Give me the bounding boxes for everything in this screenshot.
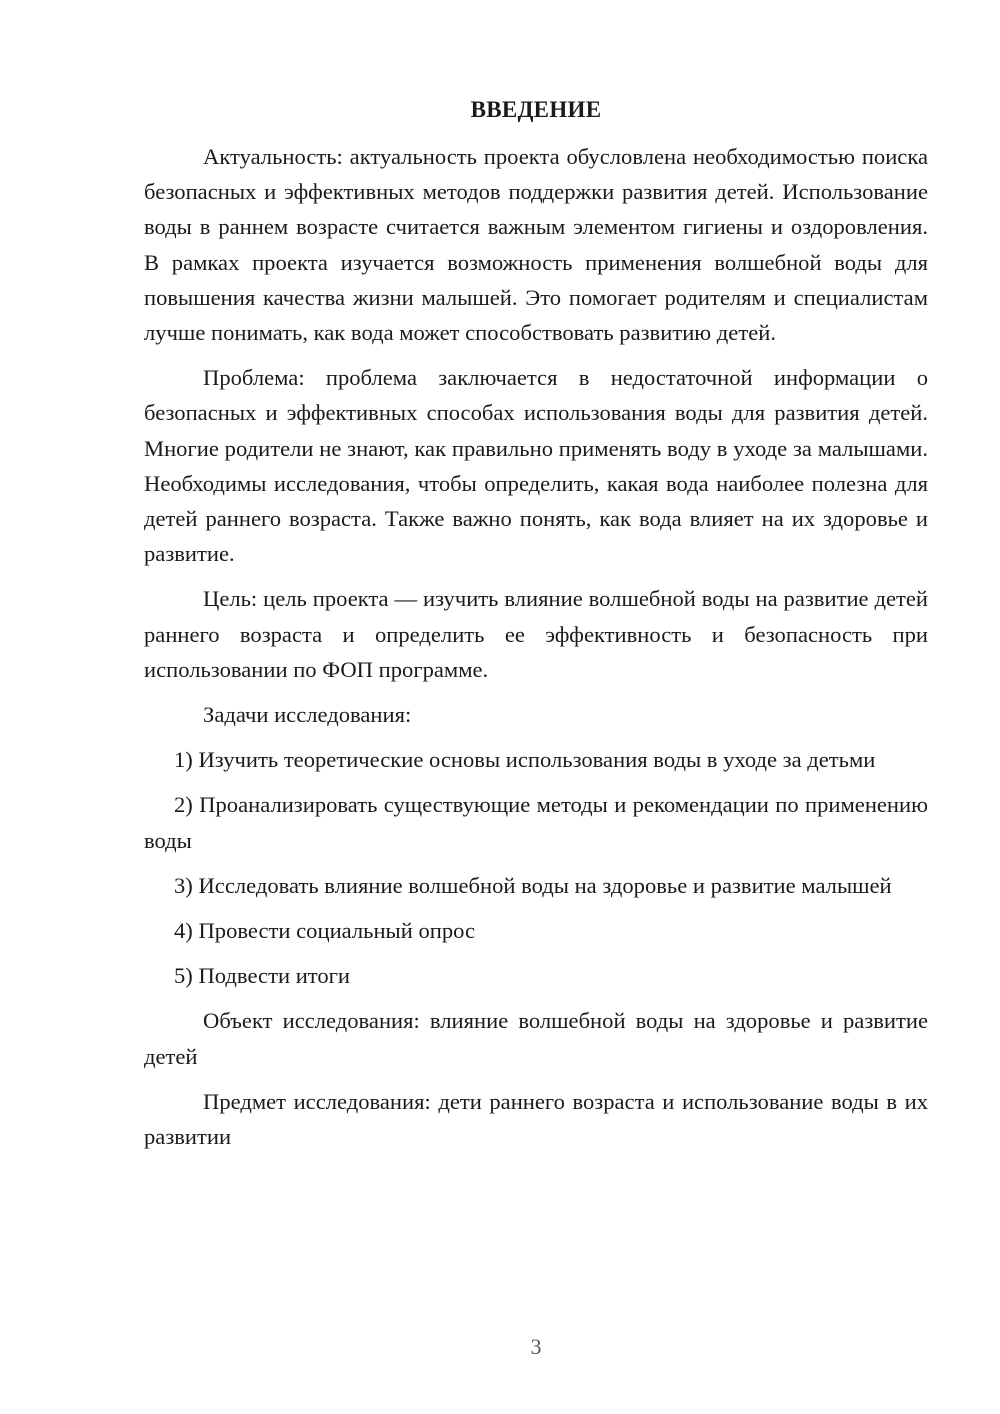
page-title: ВВЕДЕНИЕ xyxy=(470,97,602,122)
task-item-2: 2) Проанализировать существующие методы и рекомендации по применению воды xyxy=(144,792,928,853)
task-item-3: 3) Исследовать влияние волшебной воды на здоровье и развитие малышей xyxy=(174,872,892,898)
tasks-heading: Задачи исследования: xyxy=(203,702,412,728)
problem-paragraph: Проблема: проблема заключается в недостаточной информации о безопасных и эффективных способах использования воды для развития детей. Многие родители не знают, как правильно применять воду в уходе за малышами. Необходимы исследования, чтобы определить, какая вода наиболее полезна для детей раннего возраста. Также важно понять, как вода влияет на их здоровье и развитие. xyxy=(144,365,928,567)
task-item-5: 5) Подвести итоги xyxy=(174,963,351,989)
task-item-4: 4) Провести социальный опрос xyxy=(174,918,476,944)
page-content xyxy=(144,92,928,1164)
goal-paragraph: Цель: цель проекта — изучить влияние волшебной воды на развитие детей раннего возраста и определить ее эффективность и безопасность при использовании по ФОП программе. xyxy=(144,586,928,682)
relevance-paragraph: Актуальность: актуальность проекта обусловлена необходимостью поиска безопасных и эффективных методов поддержки развития детей. Использование воды в раннем возрасте считается важным элементом гигиены и оздоровления. В рамках проекта изучается возможность применения волшебной воды для повышения качества жизни малышей. Это помогает родителям и специалистам лучше понимать, как вода может способствовать развитию детей. xyxy=(144,144,928,346)
page-number: 3 xyxy=(530,1334,542,1359)
task-item-1: 1) Изучить теоретические основы использования воды в уходе за детьми xyxy=(174,747,876,773)
subject-paragraph: Предмет исследования: дети раннего возраста и использование воды в их развитии xyxy=(144,1088,928,1150)
object-paragraph: Объект исследования: влияние волшебной воды на здоровье и развитие детей xyxy=(144,1008,928,1069)
